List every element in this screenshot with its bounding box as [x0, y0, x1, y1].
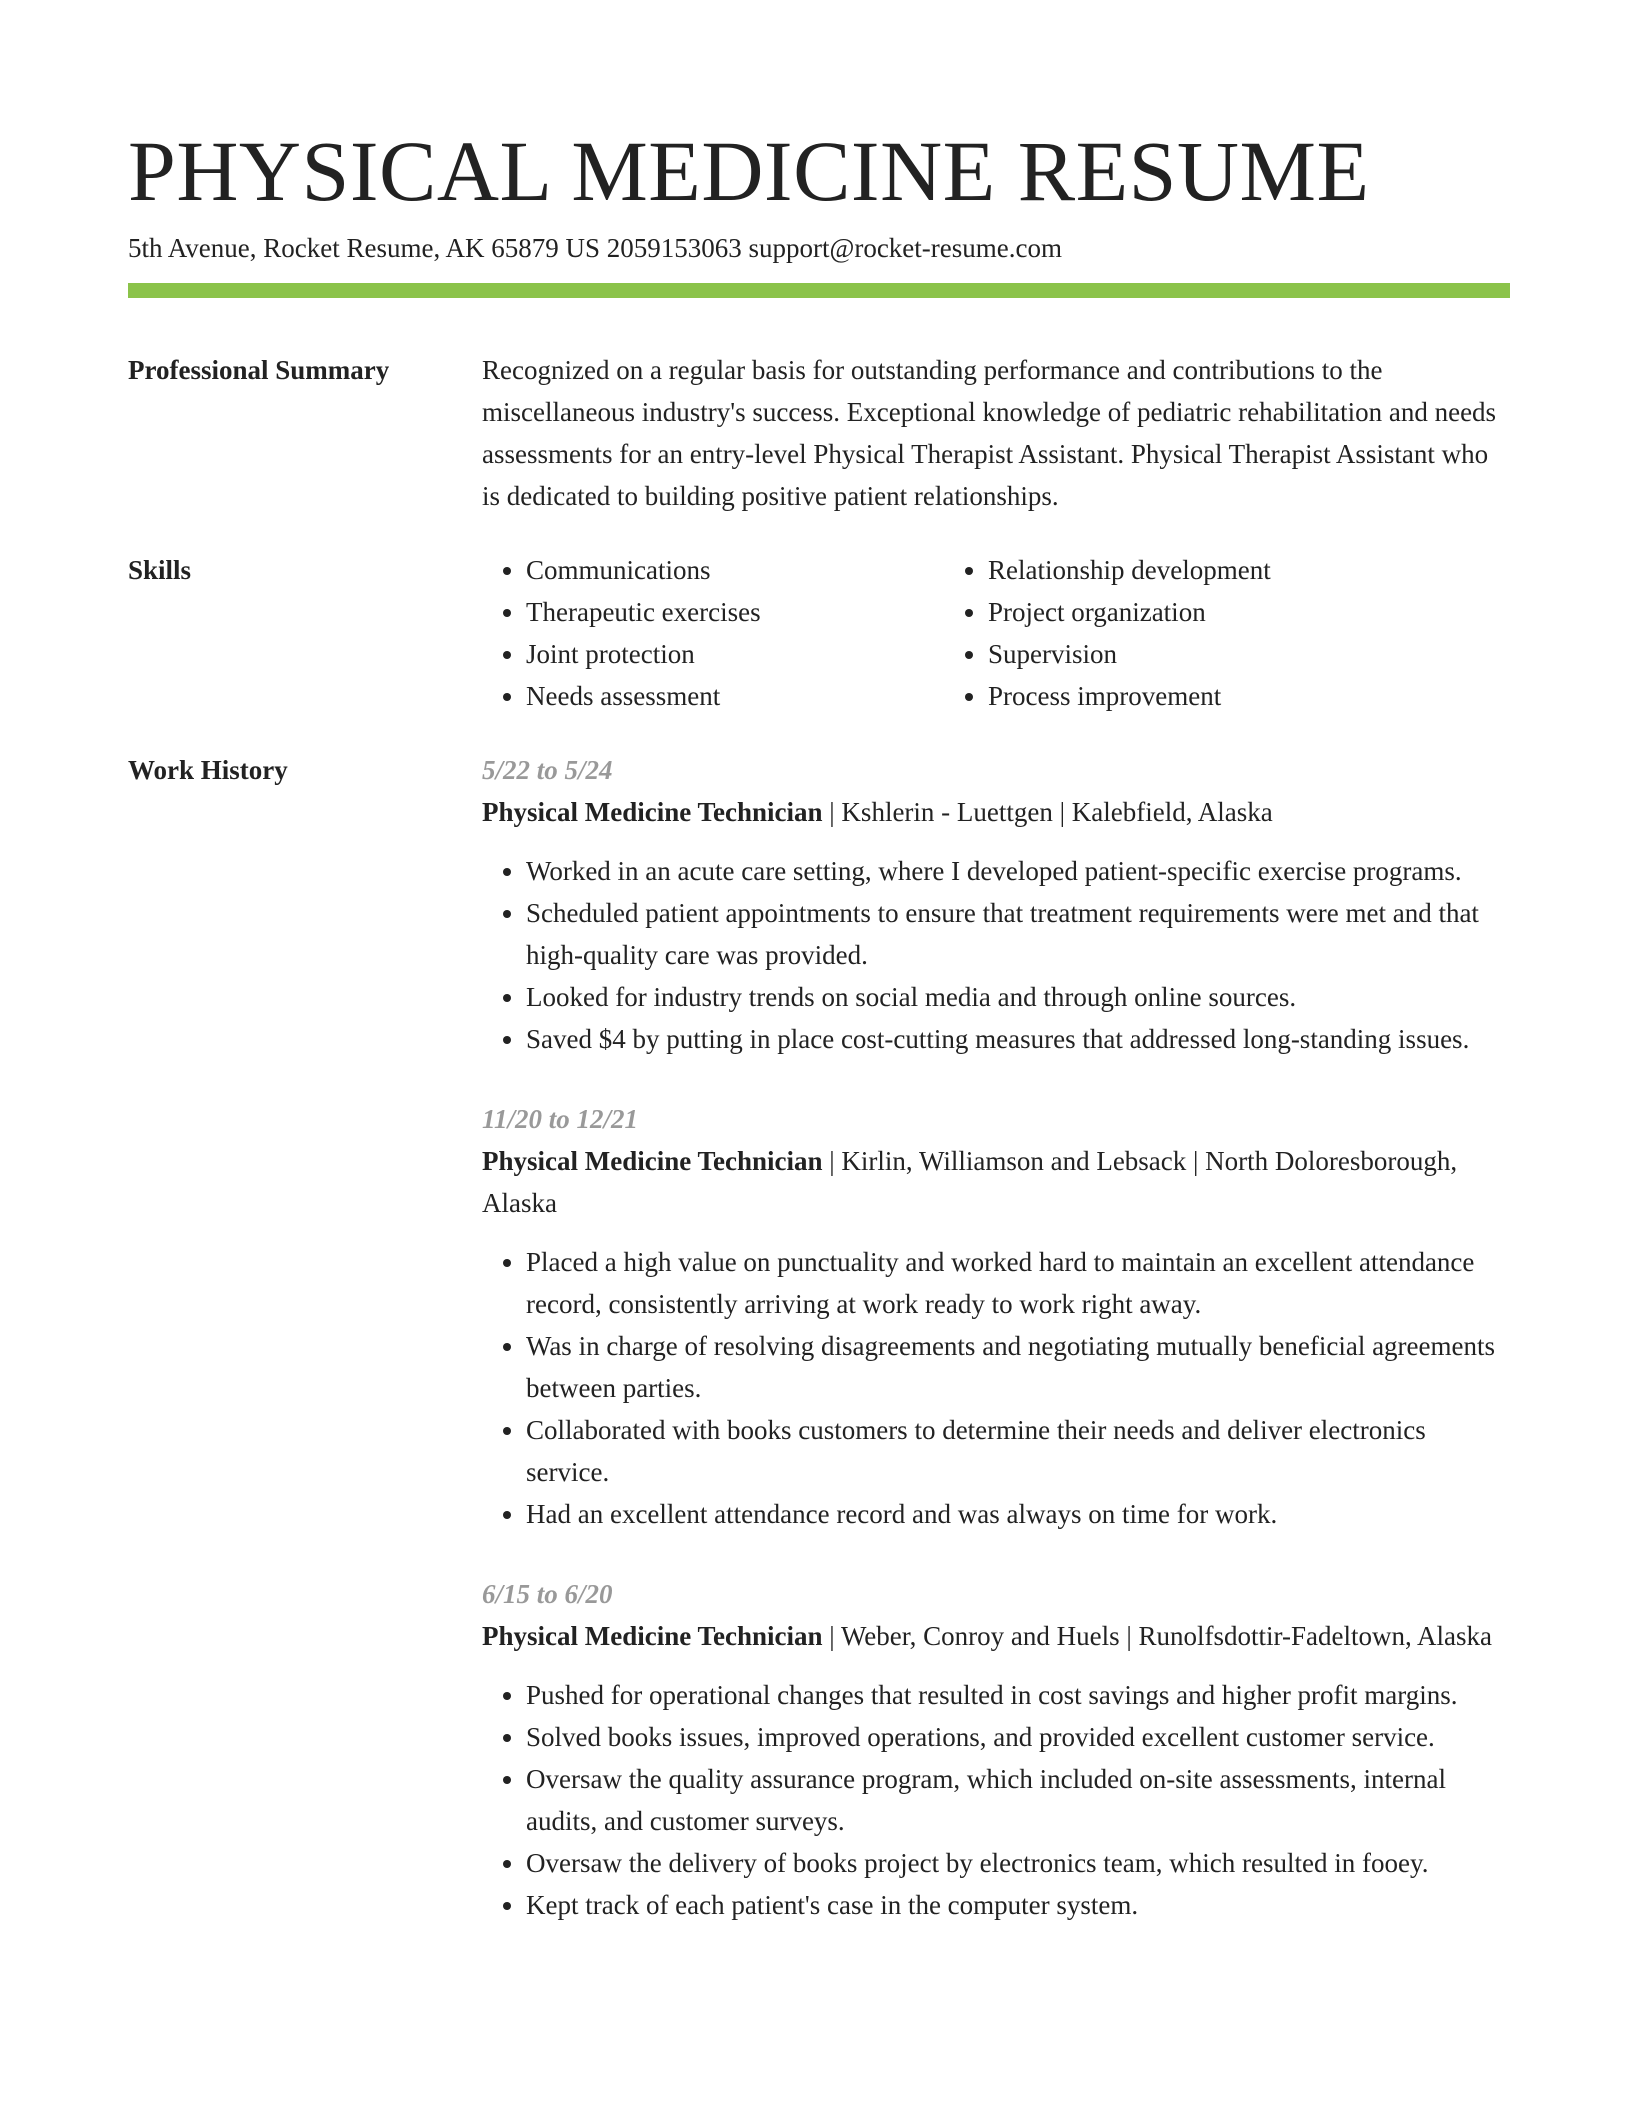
- job-title: Physical Medicine Technician: [482, 1146, 823, 1176]
- skill-item: • Supervision: [988, 633, 1510, 675]
- professional-summary-section: [128, 349, 1510, 517]
- skills-section: [128, 549, 1510, 717]
- job-bullet: • Placed a high value on punctuality and worked hard to maintain an excellent attendance record, consistently arriving at work ready to work right away.: [526, 1241, 1510, 1325]
- resume-title: PHYSICAL MEDICINE RESUME: [128, 123, 1370, 219]
- job-title-line: [482, 1615, 1510, 1657]
- job-title: Physical Medicine Technician: [482, 1621, 823, 1651]
- job-bullet: • Oversaw the quality assurance program, which included on-site assessments, internal audits, and customer surveys.: [526, 1758, 1510, 1842]
- job-title-line: [482, 1140, 1510, 1224]
- job-employer-location: | Kirlin, Williamson and Lebsack | North Doloresborough, Alaska: [482, 1146, 1458, 1218]
- job-title: Physical Medicine Technician: [482, 797, 823, 827]
- skill-item: • Relationship development: [988, 549, 1510, 591]
- resume-page: [128, 0, 1510, 1964]
- skills-column-1: [482, 549, 944, 717]
- section-heading: Professional Summary: [128, 355, 390, 385]
- skill-item: • Process improvement: [988, 675, 1510, 717]
- job-bullet: • Solved books issues, improved operations, and provided excellent customer service.: [526, 1716, 1510, 1758]
- section-body: [482, 349, 1510, 517]
- work-history-section: [128, 749, 1510, 1964]
- job-bullet: • Looked for industry trends on social media and through online sources.: [526, 976, 1510, 1018]
- job-title-line: [482, 791, 1510, 833]
- job-dates: 11/20 to 12/21: [482, 1104, 639, 1134]
- job-employer-location: | Kshlerin - Luettgen | Kalebfield, Alaska: [822, 797, 1273, 827]
- header-divider: [128, 283, 1510, 298]
- job-bullets: [482, 850, 1510, 1060]
- job-bullet: • Oversaw the delivery of books project by electronics team, which resulted in fooey.: [526, 1842, 1510, 1884]
- section-body: [482, 749, 1510, 1964]
- job-bullet: • Scheduled patient appointments to ensure that treatment requirements were met and that high-quality care was provided.: [526, 892, 1510, 976]
- skill-item: • Project organization: [988, 591, 1510, 633]
- section-heading: Work History: [128, 755, 288, 785]
- job-bullet: • Had an excellent attendance record and was always on time for work.: [526, 1493, 1510, 1535]
- job-employer-location: | Weber, Conroy and Huels | Runolfsdottir-Fadeltown, Alaska: [822, 1621, 1492, 1651]
- job-entry: [482, 1573, 1510, 1926]
- job-bullet: • Pushed for operational changes that resulted in cost savings and higher profit margins.: [526, 1674, 1510, 1716]
- skill-item: • Therapeutic exercises: [526, 591, 944, 633]
- job-bullet: • Worked in an acute care setting, where I developed patient-specific exercise programs.: [526, 850, 1510, 892]
- summary-text: Recognized on a regular basis for outstanding performance and contributions to the miscellaneous industry's success. Exceptional knowledge of pediatric rehabilitation and needs assessments for an entry-level Physical Therapist Assistant. Physical Therapist Assistant who is dedicated to building positive patient relationships.: [482, 355, 1497, 511]
- skill-item: • Communications: [526, 549, 944, 591]
- skills-list: [482, 549, 1510, 717]
- section-heading: Skills: [128, 555, 192, 585]
- job-bullet: • Collaborated with books customers to determine their needs and deliver electronics service.: [526, 1409, 1510, 1493]
- skill-item: • Joint protection: [526, 633, 944, 675]
- skill-item: • Needs assessment: [526, 675, 944, 717]
- job-entry: [482, 1098, 1510, 1535]
- job-bullet: • Saved $4 by putting in place cost-cutting measures that addressed long-standing issues.: [526, 1018, 1510, 1060]
- job-bullet: • Kept track of each patient's case in the computer system.: [526, 1884, 1510, 1926]
- job-bullets: [482, 1241, 1510, 1535]
- job-dates: 5/22 to 5/24: [482, 755, 613, 785]
- job-dates: 6/15 to 6/20: [482, 1579, 613, 1609]
- job-bullets: [482, 1674, 1510, 1926]
- job-entry: [482, 749, 1510, 1060]
- job-bullet: • Was in charge of resolving disagreements and negotiating mutually beneficial agreements between parties.: [526, 1325, 1510, 1409]
- skills-column-2: [944, 549, 1510, 717]
- contact-line: 5th Avenue, Rocket Resume, AK 65879 US 2059153063 support@rocket-resume.com: [128, 233, 1062, 263]
